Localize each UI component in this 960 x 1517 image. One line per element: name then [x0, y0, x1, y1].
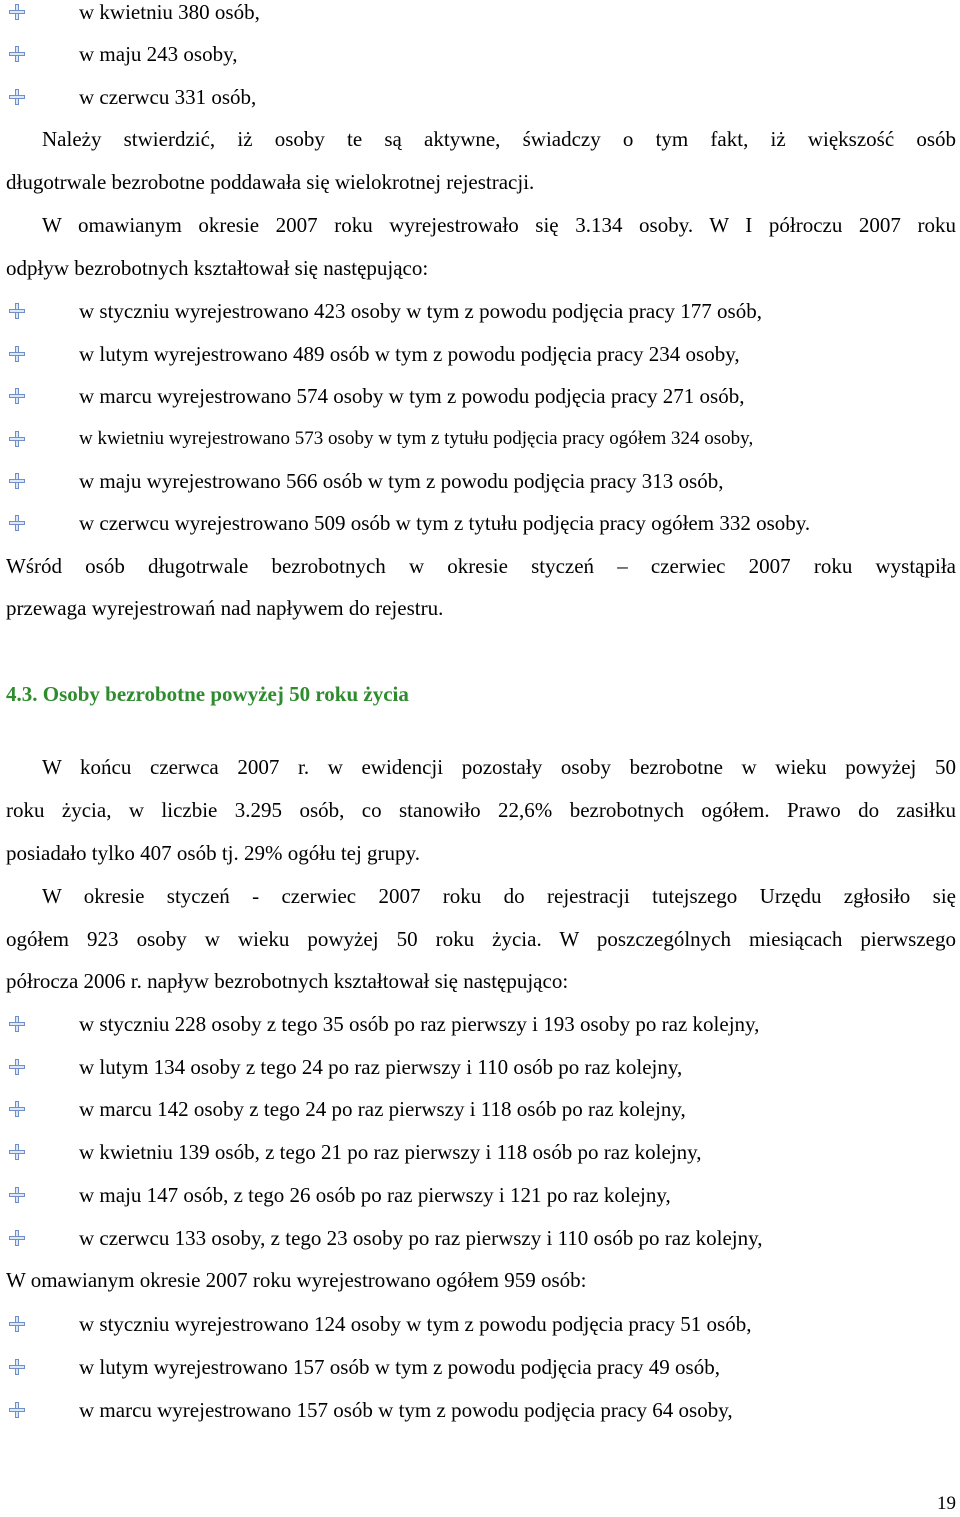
- list-item: w styczniu wyrejestrowano 124 osoby w tym z powodu podjęcia pracy 51 osób,: [79, 1312, 752, 1336]
- paragraph-line: Należy stwierdzić, iż osoby te są aktywne, świadczy o tym fakt, iż większość osób: [42, 127, 956, 151]
- bullet-cross-icon: [9, 46, 25, 62]
- paragraph-line: W omawianym okresie 2007 roku wyrejestrowano ogółem 959 osób:: [6, 1268, 587, 1292]
- list-item: w marcu wyrejestrowano 157 osób w tym z powodu podjęcia pracy 64 osoby,: [79, 1398, 733, 1422]
- list-item: w maju 243 osoby,: [79, 42, 238, 66]
- paragraph-line: Wśród osób długotrwale bezrobotnych w okresie styczeń – czerwiec 2007 roku wystąpiła: [6, 554, 956, 578]
- list-item: w lutym 134 osoby z tego 24 po raz pierwszy i 110 osób po raz kolejny,: [79, 1055, 683, 1079]
- list-item: w czerwcu 331 osób,: [79, 85, 257, 109]
- bullet-cross-icon: [9, 473, 25, 489]
- list-item: w styczniu wyrejestrowano 423 osoby w tym z powodu podjęcia pracy 177 osób,: [79, 299, 762, 323]
- page-number: 19: [937, 1493, 956, 1514]
- bullet-cross-icon: [9, 303, 25, 319]
- bullet-cross-icon: [9, 1230, 25, 1246]
- bullet-cross-icon: [9, 89, 25, 105]
- list-item: w czerwcu wyrejestrowano 509 osób w tym z tytułu podjęcia pracy ogółem 332 osoby.: [79, 511, 811, 535]
- list-item: w czerwcu 133 osoby, z tego 23 osoby po raz pierwszy i 110 osób po raz kolejny,: [79, 1226, 763, 1250]
- list-item: w kwietniu wyrejestrowano 573 osoby w tym z tytułu podjęcia pracy ogółem 324 osoby,: [79, 428, 754, 449]
- list-item: w lutym wyrejestrowano 489 osób w tym z powodu podjęcia pracy 234 osoby,: [79, 342, 740, 366]
- paragraph-line: W końcu czerwca 2007 r. w ewidencji pozostały osoby bezrobotne w wieku powyżej 50: [42, 755, 956, 779]
- list-item: w lutym wyrejestrowano 157 osób w tym z powodu podjęcia pracy 49 osób,: [79, 1355, 720, 1379]
- list-item: w marcu 142 osoby z tego 24 po raz pierwszy i 118 osób po raz kolejny,: [79, 1097, 686, 1121]
- list-item: w marcu wyrejestrowano 574 osoby w tym z powodu podjęcia pracy 271 osób,: [79, 384, 745, 408]
- bullet-cross-icon: [9, 388, 25, 404]
- bullet-cross-icon: [9, 1016, 25, 1032]
- bullet-cross-icon: [9, 515, 25, 531]
- paragraph-line: posiadało tylko 407 osób tj. 29% ogółu tej grupy.: [6, 841, 420, 865]
- list-item: w kwietniu 139 osób, z tego 21 po raz pierwszy i 118 osób po raz kolejny,: [79, 1140, 702, 1164]
- bullet-cross-icon: [9, 1144, 25, 1160]
- list-item: w maju 147 osób, z tego 26 osób po raz pierwszy i 121 po raz kolejny,: [79, 1183, 671, 1207]
- bullet-cross-icon: [9, 1059, 25, 1075]
- paragraph-line: W omawianym okresie 2007 roku wyrejestrowało się 3.134 osoby. W I półroczu 2007 roku: [42, 213, 956, 237]
- bullet-cross-icon: [9, 1316, 25, 1332]
- section-heading: 4.3. Osoby bezrobotne powyżej 50 roku życia: [6, 682, 409, 706]
- bullet-cross-icon: [9, 346, 25, 362]
- bullet-cross-icon: [9, 431, 25, 447]
- bullet-cross-icon: [9, 4, 25, 20]
- paragraph-line: długotrwale bezrobotne poddawała się wielokrotnej rejestracji.: [6, 170, 535, 194]
- list-item: w maju wyrejestrowano 566 osób w tym z powodu podjęcia pracy 313 osób,: [79, 469, 724, 493]
- bullet-cross-icon: [9, 1101, 25, 1117]
- bullet-cross-icon: [9, 1359, 25, 1375]
- bullet-cross-icon: [9, 1402, 25, 1418]
- paragraph-line: W okresie styczeń - czerwiec 2007 roku do rejestracji tutejszego Urzędu zgłosiło się: [42, 884, 956, 908]
- paragraph-line: przewaga wyrejestrowań nad napływem do rejestru.: [6, 596, 444, 620]
- list-item: w styczniu 228 osoby z tego 35 osób po raz pierwszy i 193 osoby po raz kolejny,: [79, 1012, 760, 1036]
- paragraph-line: roku życia, w liczbie 3.295 osób, co stanowiło 22,6% bezrobotnych ogółem. Prawo do zasiłku: [6, 798, 956, 822]
- paragraph-line: ogółem 923 osoby w wieku powyżej 50 roku życia. W poszczególnych miesiącach pierwszego: [6, 927, 956, 951]
- paragraph-line: odpływ bezrobotnych kształtował się następująco:: [6, 256, 429, 280]
- paragraph-line: półrocza 2006 r. napływ bezrobotnych kształtował się następująco:: [6, 969, 569, 993]
- list-item: w kwietniu 380 osób,: [79, 0, 260, 24]
- bullet-cross-icon: [9, 1187, 25, 1203]
